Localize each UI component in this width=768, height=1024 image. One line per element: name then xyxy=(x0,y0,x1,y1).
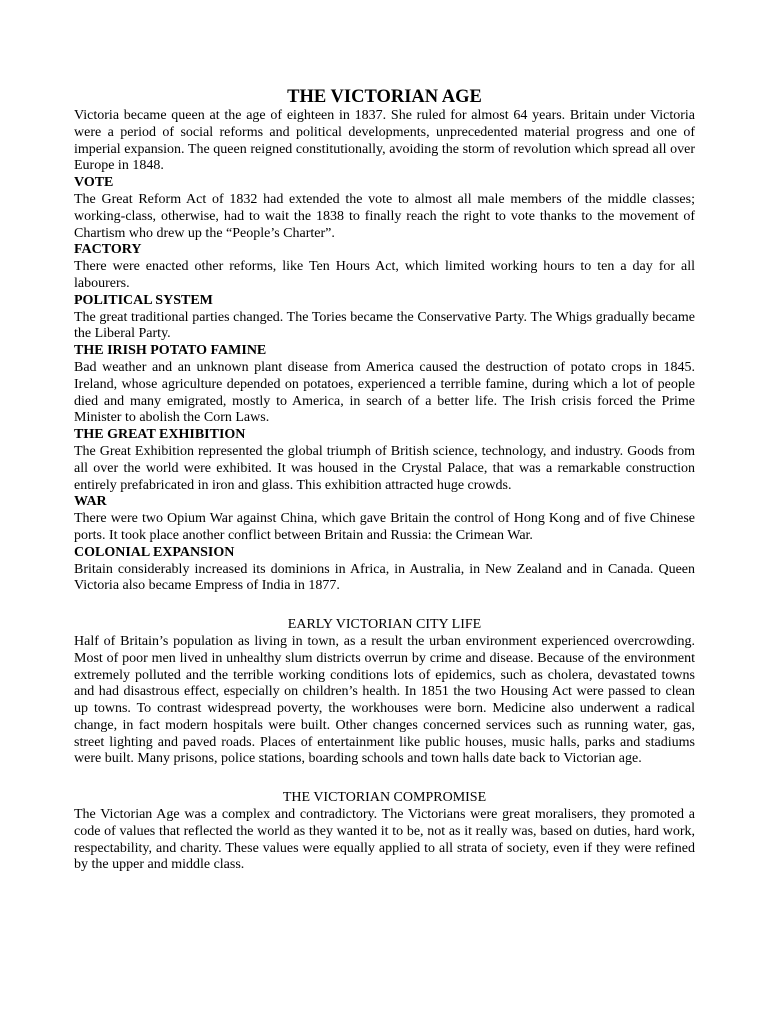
section-factory xyxy=(74,242,695,292)
section-text: Britain considerably increased its dominions in Africa, in Australia, in New Zealand and in Canada. Queen Victoria also became Empress of India in 1877. xyxy=(74,561,695,594)
compromise-title: THE VICTORIAN COMPROMISE xyxy=(282,790,487,806)
section-heading: COLONIAL EXPANSION xyxy=(74,544,235,560)
section-irish-potato-famine xyxy=(74,343,695,427)
section-vote xyxy=(74,175,695,242)
section-heading: FACTORY xyxy=(74,242,142,258)
section-text: The great traditional parties changed. The Tories became the Conservative Party. The Whigs gradually became the Liberal Party. xyxy=(74,309,695,342)
section-heading: WAR xyxy=(74,494,107,510)
page-title: THE VICTORIAN AGE xyxy=(287,87,482,107)
section-text: There were enacted other reforms, like Ten Hours Act, which limited working hours to ten a day for all labourers. xyxy=(74,259,695,291)
section-political-system xyxy=(74,293,695,343)
section-text: The Great Exhibition represented the global triumph of British science, technology, and industry. Goods from all over the world were exhibited. It was housed in the Crystal Palace, that was a remarkable construction entirely prefabricated in iron and glass. This exhibition attracted huge crowds. xyxy=(74,443,695,493)
city-life-text: Half of Britain’s population as living in town, as a result the urban environment experienced overcrowding. Most of poor men lived in unhealthy slum districts overrun by crime and disease. Because of the environment extremely polluted and the terrible working conditions lots of epidemics, such as cholera, devastated towns and had disastrous effect, especially on children’s health. In 1851 the two Housing Act were passed to clean up towns. To contrast widespread poverty, the workhouses were born. Medicine also underwent a radical change, in fact modern hospitals were built. Other changes concerned services such as running water, gas, street lighting and paved roads. Places of entertainment like public houses, music halls, parks and stadiums were built. Many prisons, police stations, boarding schools and town halls date back to Victorian age. xyxy=(74,633,695,767)
section-heading: THE GREAT EXHIBITION xyxy=(74,427,246,443)
section-war xyxy=(74,494,695,544)
section-text: The Great Reform Act of 1832 had extended the vote to almost all male members of the middle classes; working-class, otherwise, had to wait the 1838 to finally reach the right to vote thanks to the movement of Chartism who drew up the “People’s Charter”. xyxy=(74,191,695,241)
section-colonial-expansion xyxy=(74,545,695,595)
city-life-title: EARLY VICTORIAN CITY LIFE xyxy=(287,617,482,633)
section-victorian-compromise xyxy=(74,790,695,874)
section-heading: POLITICAL SYSTEM xyxy=(74,292,213,308)
intro-paragraph: Victoria became queen at the age of eighteen in 1837. She ruled for almost 64 years. Britain under Victoria were a period of social reforms and political developments, unprecedented material progress and one of imperial expansion. The queen reigned constitutionally, avoiding the storm of revolution which spread all over Europe in 1848. xyxy=(74,108,695,174)
section-text: There were two Opium War against China, which gave Britain the control of Hong Kong and of five Chinese ports. It took place another conflict between Britain and Russia: the Crimean War. xyxy=(74,511,695,543)
section-text: Bad weather and an unknown plant disease from America caused the destruction of potato crops in 1845. Ireland, whose agriculture depended on potatoes, experienced a terrible famine, during which a lot of people died and many emigrated, mostly to America, in search of a better life. The Irish crisis forced the Prime Minister to abolish the Corn Laws. xyxy=(74,359,695,426)
compromise-text: The Victorian Age was a complex and contradictory. The Victorians were great moralisers, they promoted a code of values that reflected the world as they wanted it to be, not as it really was, based on duties, hard work, respectability, and charity. These values were equally applied to all strata of society, even if they were refined by the upper and middle class. xyxy=(74,807,695,873)
section-great-exhibition xyxy=(74,427,695,494)
section-heading: THE IRISH POTATO FAMINE xyxy=(74,343,267,359)
section-city-life xyxy=(74,617,695,768)
section-heading: VOTE xyxy=(74,175,114,191)
